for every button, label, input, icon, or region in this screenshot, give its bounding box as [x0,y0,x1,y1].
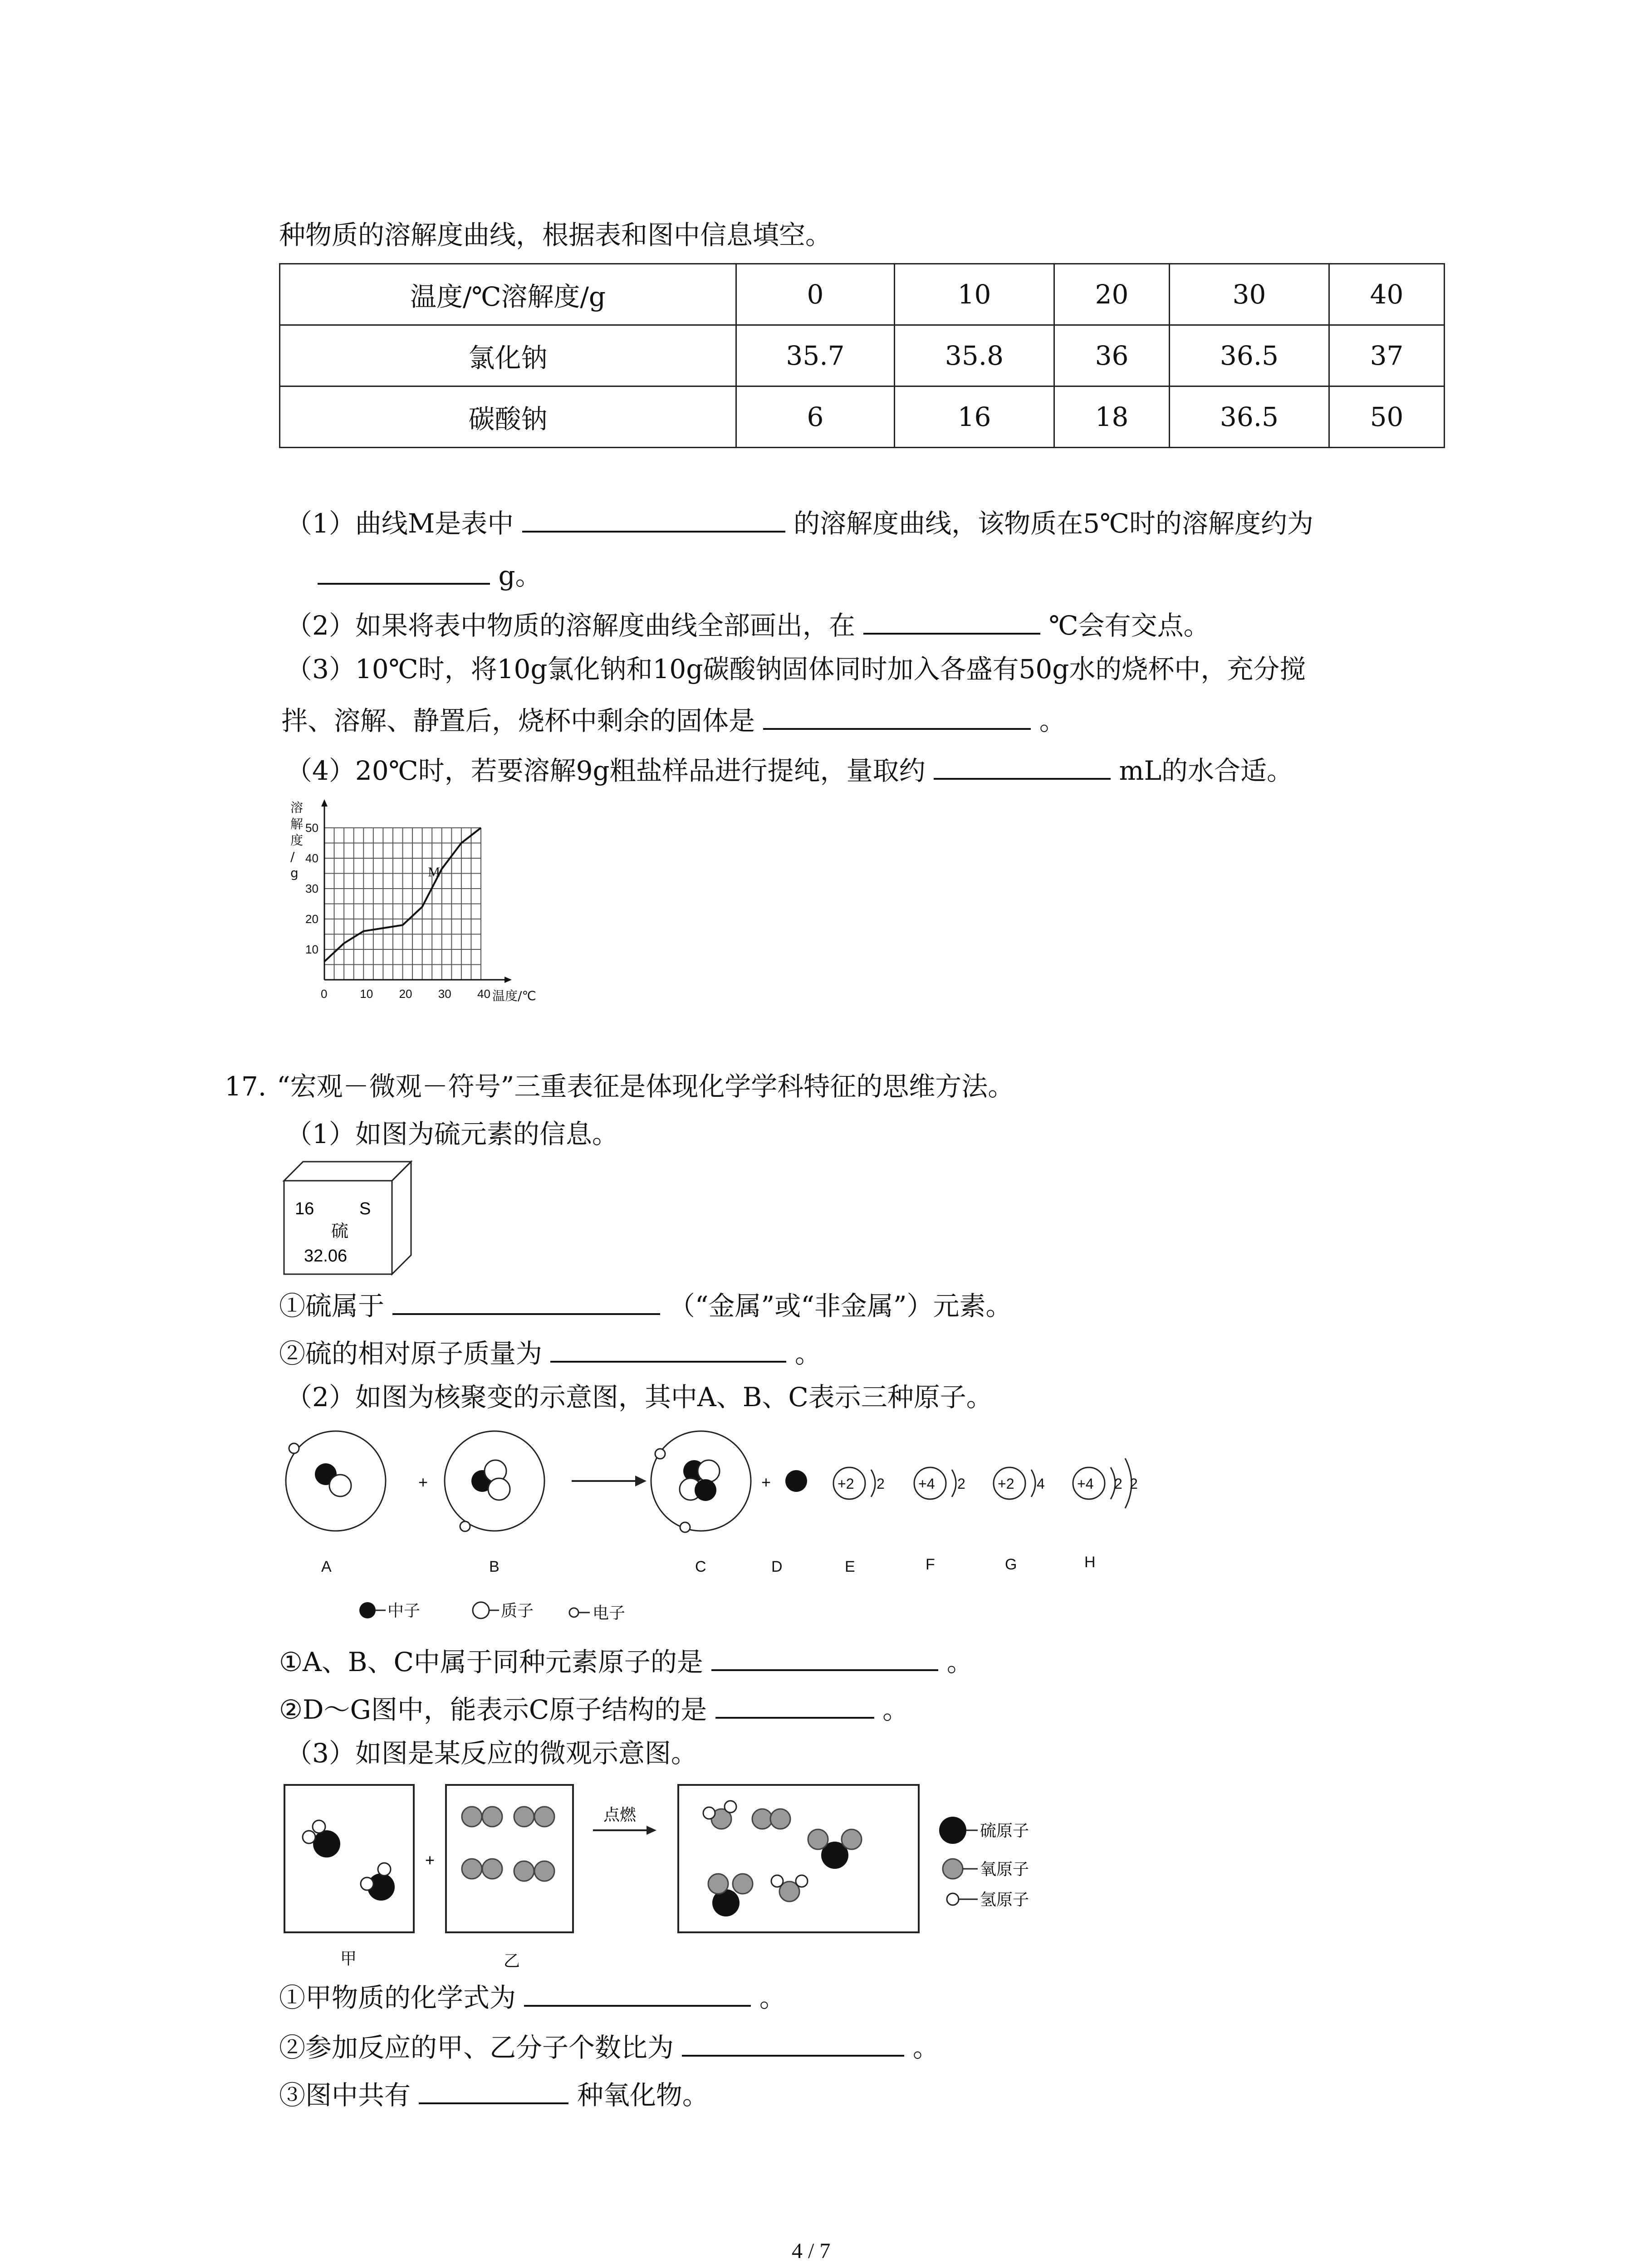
box-label-jia: 甲 [340,1950,357,1968]
table-header-row [280,264,1445,325]
q17-s1 [279,1286,1012,1324]
reaction-micro-diagram [279,1780,1050,1975]
element-card [281,1159,417,1277]
x-tick-label: 30 [438,987,451,1001]
q16-part4 [286,751,1293,789]
legend-hydrogen: 氢原子 [980,1891,1029,1909]
nuclear-fusion-diagram [277,1422,1193,1635]
q16-part3-line2 [281,701,1066,739]
table-cell: 16 [895,386,1054,448]
q17-part2: （2）如图为核聚变的示意图，其中A、B、C表示三种原子。 [286,1382,993,1413]
box-yi [446,1785,573,1932]
table-cell: 36 [1054,325,1170,386]
product-box [678,1785,919,1932]
q16-part3-text-b: 拌、溶解、静置后，烧杯中剩余的固体是 [281,705,755,736]
q17-s2 [279,1334,821,1372]
electron-count: 2 [957,1476,965,1492]
answer-blank[interactable] [934,751,1111,780]
electron-count: 4 [1037,1476,1045,1492]
table-cell: 10 [895,264,1054,325]
table-cell: 35.7 [736,325,895,386]
table-cell: 18 [1054,386,1170,448]
y-tick-label: 20 [305,912,318,926]
chart-axes [321,799,512,983]
product-molecules [703,1801,862,1916]
chart-grid [324,828,481,980]
answer-blank[interactable] [318,556,490,585]
nucleus-charge: +4 [1077,1476,1094,1492]
reaction-arrow [572,1476,647,1486]
q17-s1-text-b: （“金属”或“非金属”）元素。 [668,1290,1012,1321]
nucleus-charge: +2 [998,1476,1014,1492]
x-tick-label: 20 [399,987,412,1001]
table-cell: 碳酸钠 [280,386,736,448]
q17-s4-text-a: ②D～G图中，能表示C原子结构的是 [279,1694,707,1725]
page-number: 4 / 7 [792,2239,831,2263]
plus-sign: + [418,1473,428,1491]
q16-part2-text-a: （2）如果将表中物质的溶解度曲线全部画出，在 [286,610,855,641]
box-label-yi: 乙 [504,1952,520,1970]
answer-blank[interactable] [715,1690,874,1719]
q17-s6-text-a: ②参加反应的甲、乙分子个数比为 [279,2032,674,2063]
diagram-label: H [1084,1554,1096,1571]
y-tick-label: 40 [305,851,318,865]
q17-s7 [279,2075,709,2113]
table-cell: 温度/℃溶解度/g [280,264,736,325]
electron-count: 2 [877,1476,885,1492]
q17-s2-text-b: 。 [794,1338,821,1369]
structure-g [994,1467,1045,1499]
table-cell: 0 [736,264,895,325]
table-cell: 6 [736,386,895,448]
table-cell: 50 [1329,386,1445,448]
q16-part3-line1: （3）10℃时，将10g氯化钠和10g碳酸钠固体同时加入各盛有50g水的烧杯中，充分搅 [286,654,1306,684]
q17-part1: （1）如图为硫元素的信息。 [286,1119,618,1149]
q16-part2-text-b: ℃会有交点。 [1048,610,1210,641]
x-tick-label: 0 [321,987,328,1001]
table-cell: 40 [1329,264,1445,325]
legend-oxygen: 氧原子 [980,1860,1029,1879]
intro-text: 种物质的溶解度曲线，根据表和图中信息填空。 [279,220,832,250]
q16-part3-text-c: 。 [1039,705,1066,736]
solubility-chart [281,798,544,1007]
answer-blank[interactable] [763,701,1031,730]
q17-part3: （3）如图是某反应的微观示意图。 [286,1738,697,1769]
y-axis-label: 溶解度/ g [290,800,304,880]
q16-part2 [286,606,1210,644]
table-cell: 36.5 [1170,386,1329,448]
answer-blank[interactable] [419,2075,568,2104]
diagram-label: D [771,1558,783,1575]
table-cell: 30 [1170,264,1329,325]
table-row [280,325,1445,386]
q17-s1-text-a: ①硫属于 [279,1290,385,1321]
electron-count: 2 [1130,1476,1138,1492]
x-tick-label: 10 [360,987,373,1001]
q16-part1-text-c: g。 [498,560,542,591]
answer-blank[interactable] [863,606,1040,635]
o2-molecules [462,1807,554,1881]
y-tick-label: 30 [305,882,318,895]
particle-legend [359,1602,625,1623]
q17-s2-text-a: ②硫的相对原子质量为 [279,1338,543,1369]
arrow-label: 点燃 [603,1806,637,1824]
q17-s5-text-b: 。 [759,1982,786,2013]
diagram-label: C [695,1558,706,1575]
q17-s3-text-a: ①A、B、C中属于同种元素原子的是 [279,1647,703,1677]
diagram-label: B [489,1558,500,1575]
legend-sulfur: 硫原子 [980,1822,1029,1840]
table-cell: 37 [1329,325,1445,386]
solubility-table [279,263,1445,448]
diagram-label: E [845,1558,855,1575]
atom-d [785,1470,807,1492]
q17-s7-text-a: ③图中共有 [279,2080,411,2111]
q17-s6 [279,2028,939,2066]
q17-s4-text-b: 。 [882,1694,909,1725]
y-tick-label: 50 [305,821,318,835]
element-name: 硫 [331,1221,349,1241]
answer-blank[interactable] [524,1978,751,2007]
q17-s7-text-b: 种氧化物。 [577,2080,709,2111]
diagram-label: G [1005,1556,1017,1573]
molecule-h2s [361,1863,395,1901]
y-tick-label: 10 [305,943,318,956]
plus-sign: + [761,1473,771,1491]
q16-part1-text-b: 的溶解度曲线，该物质在5℃时的溶解度约为 [794,508,1313,539]
structure-h [1073,1458,1138,1508]
element-number: 16 [295,1199,314,1218]
answer-blank[interactable] [392,1286,660,1315]
electron-count: 2 [1114,1476,1122,1492]
q17-s3 [279,1642,973,1680]
q17-s5 [279,1978,786,2016]
legend-electron: 电子 [593,1604,626,1623]
q17-s6-text-b: 。 [912,2032,939,2063]
legend-neutron: 中子 [387,1602,421,1620]
molecule-h2s [303,1820,340,1857]
structure-f [914,1467,965,1499]
diagram-label: F [926,1556,935,1573]
answer-blank[interactable] [682,2028,904,2057]
chart-ticks [290,800,536,1003]
x-axis-label: 温度/℃ [492,988,536,1003]
table-cell: 氯化钠 [280,325,736,386]
atom-c [651,1431,751,1532]
q17-title: “宏观－微观－符号”三重表征是体现化学学科特征的思维方法。 [277,1071,1014,1102]
nucleus-charge: +4 [918,1476,935,1492]
series-label: M [428,865,440,880]
nucleus-charge: +2 [838,1476,854,1492]
q16-part1-line1 [286,503,1313,542]
answer-blank[interactable] [711,1642,938,1671]
x-axis-arrow [505,977,512,983]
table-cell: 36.5 [1170,325,1329,386]
element-symbol: S [359,1199,371,1218]
q16-part1-line2 [318,556,542,594]
table-cell: 20 [1054,264,1170,325]
y-axis-arrow [321,799,328,807]
q17-number: 17. [225,1071,267,1102]
q16-part4-text-a: （4）20℃时，若要溶解9g粗盐样品进行提纯，量取约 [286,755,926,786]
atom-a [286,1431,386,1531]
table-cell: 35.8 [895,325,1054,386]
q16-part1-text-a: （1）曲线M是表中 [286,508,514,539]
answer-blank[interactable] [522,503,785,533]
q17-s3-text-b: 。 [946,1647,973,1677]
q16-part4-text-b: mL的水合适。 [1119,755,1293,786]
table-row [280,386,1445,448]
element-mass: 32.06 [304,1246,348,1266]
atom-b [445,1431,544,1531]
q17-s4 [279,1690,909,1728]
legend-proton: 质子 [501,1602,534,1620]
q17-s5-text-a: ①甲物质的化学式为 [279,1982,516,2013]
answer-blank[interactable] [550,1334,786,1363]
atom-legend [939,1817,1029,1909]
x-tick-label: 40 [477,987,490,1001]
structure-e [833,1467,885,1499]
diagram-label: A [321,1558,332,1575]
plus-sign: + [425,1851,435,1869]
box-jia [284,1785,414,1932]
